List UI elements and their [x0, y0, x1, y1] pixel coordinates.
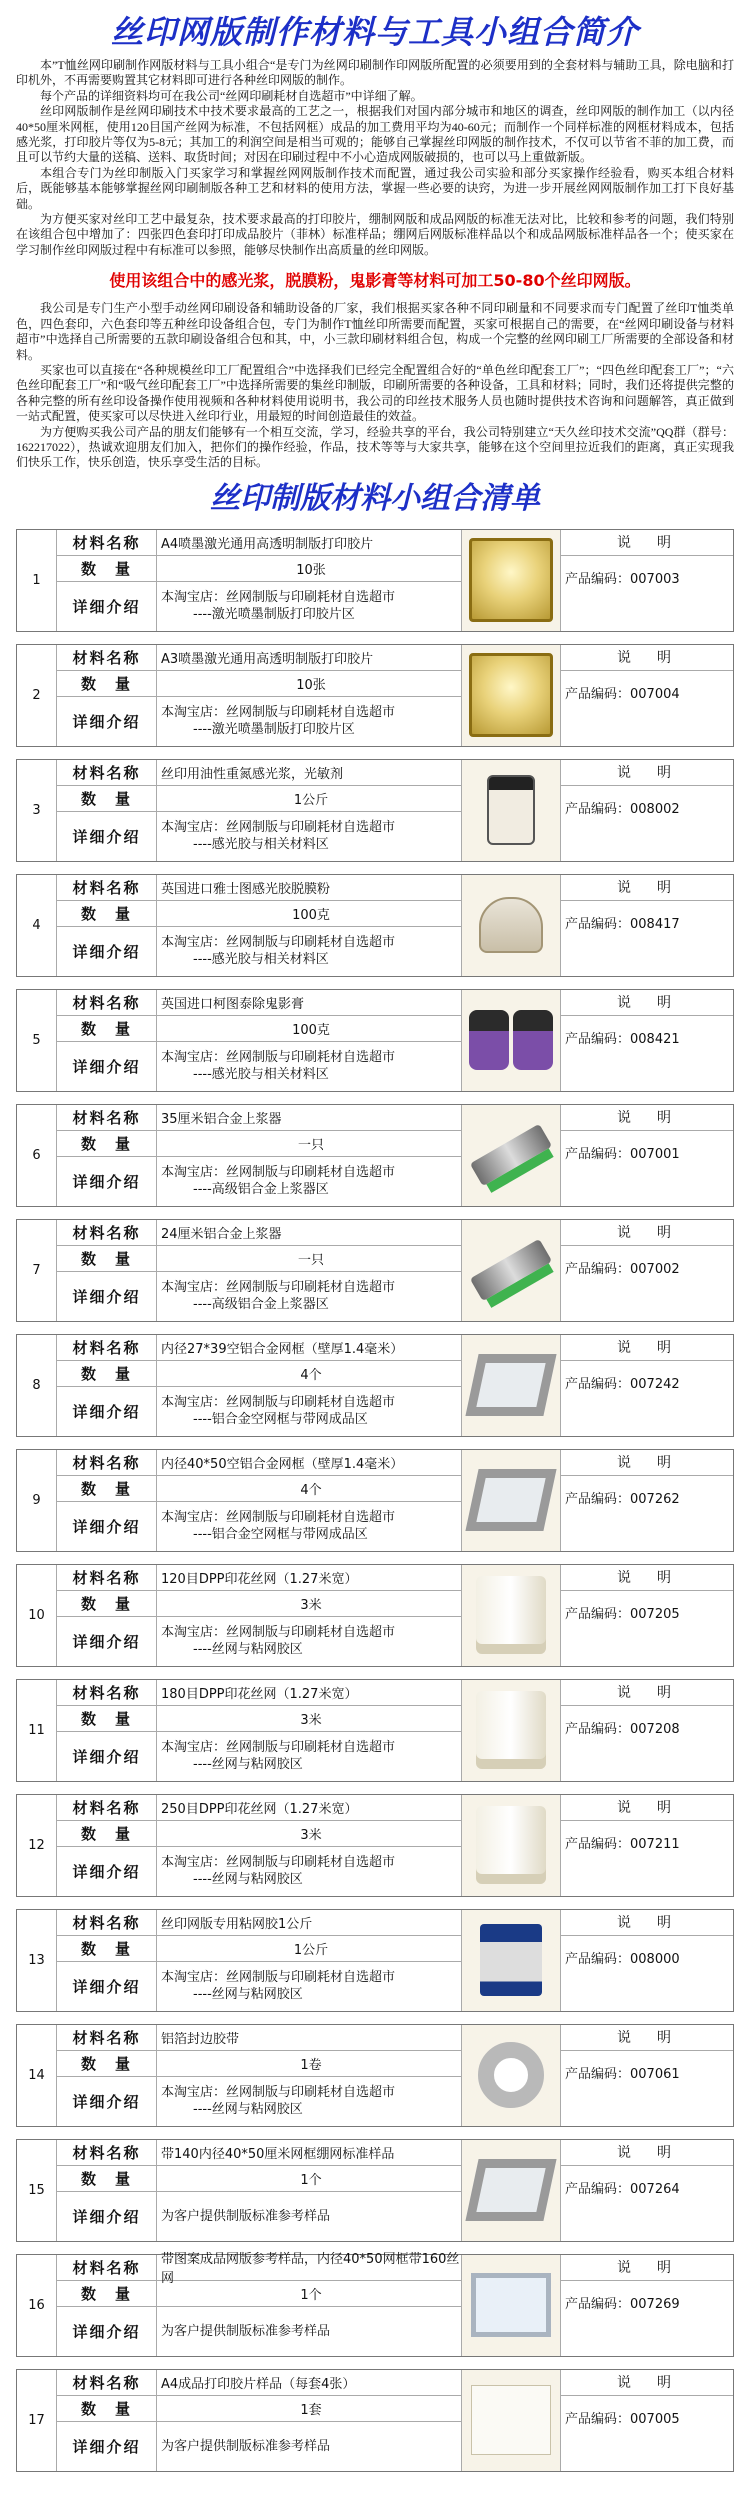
item-qty: 10张 — [296, 677, 326, 693]
item-number: 11 — [17, 1680, 57, 1781]
item-number: 5 — [17, 990, 57, 1091]
desc-header: 说 明 — [561, 1565, 733, 1591]
mesh-roll-icon — [476, 1576, 546, 1654]
item-table — [57, 530, 461, 631]
list-item — [16, 1909, 734, 2012]
item-name: 内径40*50空铝合金网框（壁厚1.4毫米） — [161, 1456, 404, 1472]
desc-header: 说 明 — [561, 2370, 733, 2396]
item-desc — [561, 2025, 733, 2126]
qty-label: 数 量 — [57, 1131, 157, 1156]
intro-paragraph: 本”T恤丝网印刷制作网版材料与工具小组合“是专门为丝网印刷制作印网版所配置的必须要用到的全套材料与辅助工具，除电脑和打印机外，不再需要购置其它材料即可进行各种丝印网版的制作。 — [16, 58, 734, 88]
print-sample-icon — [471, 2385, 551, 2455]
item-table — [57, 2252, 461, 2356]
desc-header: 说 明 — [561, 2255, 733, 2281]
item-table — [57, 2140, 461, 2241]
detail-line-2: ----感光胶与相关材料区 — [193, 837, 329, 853]
film-icon — [469, 653, 553, 737]
item-name: A4成品打印胶片样品（每套4张） — [161, 2376, 356, 2392]
intro-paragraph: 为方便买家对丝印工艺中最复杂，技术要求最高的打印胶片，绷制网版和成品网版的标准无法对比，比较和参考的问题，我们特别在该组合包中增加了：四张四色套印打印成品胶片（菲林）标准样品；绷网后网版标准样品以个和成品网版标准样品各一个；使买家在学习制作丝印网版过程中有标准可以参照，能够尽快制作出高质量的丝印网版。 — [16, 212, 734, 257]
list-item — [16, 1794, 734, 1897]
list-item — [16, 1219, 734, 1322]
product-image — [461, 1335, 561, 1436]
name-label: 材料名称 — [57, 2025, 157, 2050]
item-desc — [561, 760, 733, 861]
item-desc — [561, 990, 733, 1091]
item-name: 250目DPP印花丝网（1.27米宽） — [161, 1801, 358, 1817]
list-item — [16, 2024, 734, 2127]
item-name: 铝箔封边胶带 — [161, 2031, 240, 2047]
detail-line-1: 为客户提供制版标准参考样品 — [161, 2438, 331, 2454]
item-number: 17 — [17, 2370, 57, 2471]
desc-header: 说 明 — [561, 2025, 733, 2051]
product-image — [461, 1565, 561, 1666]
product-code: 产品编码：007005 — [565, 2411, 680, 2427]
item-table — [57, 2370, 461, 2471]
item-table — [57, 1220, 461, 1321]
item-qty: 1个 — [300, 2172, 322, 2188]
item-detail — [157, 1387, 461, 1436]
product-code: 产品编码：008421 — [565, 1031, 680, 1047]
detail-line-2: ----铝合金空网框与带网成品区 — [193, 1412, 368, 1428]
qty-label: 数 量 — [57, 2051, 157, 2076]
intro-paragraph: 每个产品的详细资料均可在我公司“丝网印刷耗材自选超市”中详细了解。 — [40, 88, 423, 103]
item-name: 带140内径40*50厘米网框绷网标准样品 — [161, 2146, 395, 2162]
qty-label: 数 量 — [57, 1246, 157, 1271]
red-notice: 使用该组合中的感光浆，脱膜粉，鬼影膏等材料可加工50-80个丝印网版。 — [109, 271, 641, 291]
detail-line-1: 本淘宝店：丝网制版与印刷耗材自选超市 — [161, 2085, 396, 2101]
list-title: 丝印制版材料小组合清单 — [210, 480, 540, 516]
detail-label: 详细介绍 — [57, 1387, 157, 1436]
product-code: 产品编码：007211 — [565, 1836, 680, 1852]
desc-header: 说 明 — [561, 645, 733, 671]
company-paragraph: 我公司是专门生产小型手动丝网印刷设备和辅助设备的厂家，我们根据买家各种不同印刷量和不同要求而专门配置了丝印T恤类单色，四色套印，六色套印等五种丝印设备组合包，专门为制作T恤丝印所需要而配置，买家可根据自己的需要，在“丝网印刷设备与材料超市”中选择自己所需要的五款印刷设备组合包和其，中，小三款印刷材料组合包，构成一个完整的丝网印刷工厂所需要的全部设备和材料。 — [16, 301, 734, 362]
item-detail — [157, 697, 461, 746]
item-desc — [561, 1450, 733, 1551]
name-label: 材料名称 — [57, 1220, 157, 1245]
desc-header: 说 明 — [561, 990, 733, 1016]
item-desc — [561, 1105, 733, 1206]
product-image — [461, 990, 561, 1091]
item-detail — [157, 1617, 461, 1666]
detail-label: 详细介绍 — [57, 1847, 157, 1896]
company-section — [16, 301, 734, 470]
product-image — [461, 1220, 561, 1321]
item-table — [57, 1565, 461, 1666]
detail-label: 详细介绍 — [57, 1962, 157, 2011]
item-table — [57, 760, 461, 861]
item-detail — [157, 812, 461, 861]
product-image — [461, 2255, 561, 2356]
detail-line-2: ----感光胶与相关材料区 — [193, 952, 329, 968]
detail-line-1: 为客户提供制版标准参考样品 — [161, 2208, 331, 2224]
company-paragraph: 买家也可以直接在“各种规模丝印工厂配置组合”中选择我们已经完全配置组合好的“单色丝印配套工厂”；“四色丝印配套工厂”；“六色丝印配套工厂”和“吸气丝印配套工厂”中选择所需要的集丝印制版，印刷所需要的各种设备，工具和材料；同时，我们还将提供完整的各种完整的所有丝印设备操作使用视频和各种材料使用说明书，我公司的印丝技术服务人员也随时提供技术咨询和问题解答，真正做到一站式配置，使买家可以尽快进入丝印行业，用最短的时间创造最佳的效益。 — [16, 362, 734, 424]
item-name: 英国进口雅士图感光胶脱膜粉 — [161, 881, 331, 897]
detail-line-1: 本淘宝店：丝网制版与印刷耗材自选超市 — [161, 935, 396, 951]
detail-line-1: 本淘宝店：丝网制版与印刷耗材自选超市 — [161, 1050, 396, 1066]
product-image — [461, 1680, 561, 1781]
name-label: 材料名称 — [57, 1910, 157, 1935]
detail-line-1: 本淘宝店：丝网制版与印刷耗材自选超市 — [161, 1970, 396, 1986]
desc-header: 说 明 — [561, 875, 733, 901]
product-image — [461, 645, 561, 746]
item-desc — [561, 2255, 733, 2356]
item-qty: 1卷 — [300, 2057, 322, 2073]
paste-jars-icon — [469, 1010, 553, 1070]
product-code: 产品编码：007004 — [565, 686, 680, 702]
glue-tin-icon — [480, 1924, 542, 1996]
product-image — [461, 1795, 561, 1896]
item-detail — [157, 2307, 461, 2356]
item-name: A3喷墨激光通用高透明制版打印胶片 — [161, 651, 374, 667]
item-table — [57, 1795, 461, 1896]
item-name: 内径27*39空铝合金网框（壁厚1.4毫米） — [161, 1341, 404, 1357]
detail-label: 详细介绍 — [57, 2307, 157, 2356]
item-qty: 一只 — [297, 1252, 324, 1268]
item-detail — [157, 582, 461, 631]
powder-jar-icon — [479, 897, 543, 953]
detail-line-2: ----丝网与粘网胶区 — [193, 1987, 303, 2003]
item-number: 3 — [17, 760, 57, 861]
qty-label: 数 量 — [57, 2166, 157, 2191]
item-qty: 100克 — [292, 1022, 330, 1038]
detail-label: 详细介绍 — [57, 1502, 157, 1551]
item-desc — [561, 1220, 733, 1321]
desc-header: 说 明 — [561, 1680, 733, 1706]
detail-line-1: 本淘宝店：丝网制版与印刷耗材自选超市 — [161, 1740, 396, 1756]
product-code: 产品编码：008002 — [565, 801, 680, 817]
name-label: 材料名称 — [57, 1105, 157, 1130]
company-paragraph: 为方便购买我公司产品的朋友们能够有一个相互交流，学习，经验共享的平台，我公司特别建立“天久丝印技术交流”QQ群（群号：162217022），热诚欢迎朋友们加入，把你们的操作经验，作品，技术等等与大家共享，能够在这个空间里拉近我们的距离，真正实现我们快乐工作，快乐创造，快乐享受生活的目标。 — [16, 424, 734, 470]
name-label: 材料名称 — [57, 1795, 157, 1820]
detail-label: 详细介绍 — [57, 2192, 157, 2241]
desc-header: 说 明 — [561, 1105, 733, 1131]
detail-label: 详细介绍 — [57, 1617, 157, 1666]
item-desc — [561, 1680, 733, 1781]
item-qty: 4个 — [300, 1482, 322, 1498]
list-item — [16, 2369, 734, 2472]
name-label: 材料名称 — [57, 530, 157, 555]
detail-label: 详细介绍 — [57, 1157, 157, 1206]
item-number: 15 — [17, 2140, 57, 2241]
name-label: 材料名称 — [57, 760, 157, 785]
product-code: 产品编码：007003 — [565, 571, 680, 587]
name-label: 材料名称 — [57, 1335, 157, 1360]
item-desc — [561, 2140, 733, 2241]
detail-label: 详细介绍 — [57, 1732, 157, 1781]
name-label: 材料名称 — [57, 2140, 157, 2165]
list-item — [16, 644, 734, 747]
item-name: 带图案成品网版参考样品，内径40*50网框带160丝网 — [161, 2252, 460, 2287]
detail-line-2: ----激光喷墨制版打印胶片区 — [193, 607, 355, 623]
detail-label: 详细介绍 — [57, 1042, 157, 1091]
item-number: 16 — [17, 2255, 57, 2356]
desc-header: 说 明 — [561, 1910, 733, 1936]
item-table — [57, 2025, 461, 2126]
product-code: 产品编码：007061 — [565, 2066, 680, 2082]
item-number: 12 — [17, 1795, 57, 1896]
detail-label: 详细介绍 — [57, 927, 157, 976]
product-code: 产品编码：007242 — [565, 1376, 680, 1392]
name-label: 材料名称 — [57, 1450, 157, 1475]
list-item — [16, 759, 734, 862]
item-name: 英国进口柯图泰除鬼影膏 — [161, 996, 305, 1012]
detail-line-1: 本淘宝店：丝网制版与印刷耗材自选超市 — [161, 1625, 396, 1641]
product-image — [461, 2370, 561, 2471]
item-desc — [561, 530, 733, 631]
film-icon — [469, 538, 553, 622]
mesh-roll-icon — [476, 1691, 546, 1769]
list-item — [16, 989, 734, 1092]
item-detail — [157, 1732, 461, 1781]
item-detail — [157, 2422, 461, 2471]
product-image — [461, 2025, 561, 2126]
item-name: 24厘米铝合金上浆器 — [161, 1226, 282, 1242]
detail-line-1: 本淘宝店：丝网制版与印刷耗材自选超市 — [161, 1280, 396, 1296]
qty-label: 数 量 — [57, 1936, 157, 1961]
item-desc — [561, 875, 733, 976]
qty-label: 数 量 — [57, 1476, 157, 1501]
item-desc — [561, 2370, 733, 2471]
item-number: 6 — [17, 1105, 57, 1206]
item-detail — [157, 1962, 461, 2011]
coater-icon — [470, 1239, 552, 1302]
product-image — [461, 530, 561, 631]
product-code: 产品编码：007208 — [565, 1721, 680, 1737]
desc-header: 说 明 — [561, 1450, 733, 1476]
detail-label: 详细介绍 — [57, 1272, 157, 1321]
detail-line-1: 为客户提供制版标准参考样品 — [161, 2323, 331, 2339]
detail-label: 详细介绍 — [57, 2077, 157, 2126]
item-name: A4喷墨激光通用高透明制版打印胶片 — [161, 536, 374, 552]
item-number: 9 — [17, 1450, 57, 1551]
item-detail — [157, 2192, 461, 2241]
name-label: 材料名称 — [57, 2255, 157, 2280]
item-name: 丝印网版专用粘网胶1公斤 — [161, 1916, 313, 1932]
item-table — [57, 875, 461, 976]
item-number: 10 — [17, 1565, 57, 1666]
item-table — [57, 1105, 461, 1206]
desc-header: 说 明 — [561, 760, 733, 786]
detail-line-2: ----激光喷墨制版打印胶片区 — [193, 722, 355, 738]
product-code: 产品编码：007264 — [565, 2181, 680, 2197]
qty-label: 数 量 — [57, 1016, 157, 1041]
item-name: 丝印用油性重氮感光浆，光敏剂 — [161, 766, 344, 782]
qty-label: 数 量 — [57, 1361, 157, 1386]
item-name: 120目DPP印花丝网（1.27米宽） — [161, 1571, 358, 1587]
detail-label: 详细介绍 — [57, 582, 157, 631]
item-qty: 3米 — [300, 1712, 322, 1728]
product-code: 产品编码：008417 — [565, 916, 680, 932]
frame-icon — [465, 1469, 556, 1531]
name-label: 材料名称 — [57, 2370, 157, 2395]
desc-header: 说 明 — [561, 1795, 733, 1821]
qty-label: 数 量 — [57, 1706, 157, 1731]
item-table — [57, 1680, 461, 1781]
product-image — [461, 1105, 561, 1206]
qty-label: 数 量 — [57, 2281, 157, 2306]
desc-header: 说 明 — [561, 1335, 733, 1361]
item-name: 35厘米铝合金上浆器 — [161, 1111, 282, 1127]
list-item — [16, 2139, 734, 2242]
product-image — [461, 760, 561, 861]
detail-line-1: 本淘宝店：丝网制版与印刷耗材自选超市 — [161, 1165, 396, 1181]
emulsion-jar-icon — [487, 775, 535, 845]
detail-line-2: ----铝合金空网框与带网成品区 — [193, 1527, 368, 1543]
item-desc — [561, 1565, 733, 1666]
item-qty: 1个 — [300, 2287, 322, 2303]
item-qty: 4个 — [300, 1367, 322, 1383]
item-detail — [157, 1502, 461, 1551]
list-item — [16, 2254, 734, 2357]
item-detail — [157, 927, 461, 976]
item-qty: 一只 — [297, 1137, 324, 1153]
item-qty: 3米 — [300, 1827, 322, 1843]
product-code: 产品编码：007002 — [565, 1261, 680, 1277]
item-table — [57, 1335, 461, 1436]
item-table — [57, 1450, 461, 1551]
item-number: 2 — [17, 645, 57, 746]
desc-header: 说 明 — [561, 530, 733, 556]
item-qty: 100克 — [292, 907, 330, 923]
item-detail — [157, 1847, 461, 1896]
item-table — [57, 990, 461, 1091]
list-item — [16, 529, 734, 632]
qty-label: 数 量 — [57, 2396, 157, 2421]
detail-line-2: ----丝网与粘网胶区 — [193, 1872, 303, 1888]
detail-label: 详细介绍 — [57, 812, 157, 861]
name-label: 材料名称 — [57, 990, 157, 1015]
item-table — [57, 645, 461, 746]
coater-icon — [470, 1124, 552, 1187]
item-number: 1 — [17, 530, 57, 631]
detail-line-2: ----丝网与粘网胶区 — [193, 1757, 303, 1773]
intro-paragraph: 丝印网版制作是丝网印刷技术中技术要求最高的工艺之一，根据我们对国内部分城市和地区的调查，丝印网版的制作加工（以内径40*50厘米网框，使用120目国产丝网为标准，不包括网框）成品的加工费用平均为40-60元；而制作一个同样标准的网框材料成本，包括感光浆，打印胶片等仅为5-8元；其加工的利润空间是相当可观的；能够自己掌握丝印网版的制作技术，不仅可以节省不菲的加工费，而且可以节约大量的送稿、送料、取货时间；对因在印刷过程中不小心造成网版破损的，也可以马上重做新版。 — [16, 104, 734, 165]
item-number: 4 — [17, 875, 57, 976]
detail-line-2: ----高级铝合金上浆器区 — [193, 1182, 329, 1198]
item-desc — [561, 1910, 733, 2011]
desc-header: 说 明 — [561, 1220, 733, 1246]
intro-paragraph: 本组合专门为丝印制版入门买家学习和掌握丝网网版制作技术而配置，通过我公司实验和部分买家操作经验看，购买本组合材料后，既能够基本能够掌握丝网印刷制版各种工艺和材料的使用方法，掌握一些必要的诀窍，为进一步开展丝网网版制作加工打下良好基础。 — [16, 165, 734, 211]
detail-label: 详细介绍 — [57, 2422, 157, 2471]
detail-line-1: 本淘宝店：丝网制版与印刷耗材自选超市 — [161, 820, 396, 836]
detail-line-1: 本淘宝店：丝网制版与印刷耗材自选超市 — [161, 590, 396, 606]
detail-line-1: 本淘宝店：丝网制版与印刷耗材自选超市 — [161, 1510, 396, 1526]
product-image — [461, 875, 561, 976]
item-detail — [157, 1157, 461, 1206]
item-name: 180目DPP印花丝网（1.27米宽） — [161, 1686, 358, 1702]
product-code: 产品编码：007205 — [565, 1606, 680, 1622]
item-detail — [157, 1272, 461, 1321]
item-number: 8 — [17, 1335, 57, 1436]
stencil-icon — [471, 2273, 551, 2337]
detail-line-1: 本淘宝店：丝网制版与印刷耗材自选超市 — [161, 1395, 396, 1411]
qty-label: 数 量 — [57, 901, 157, 926]
qty-label: 数 量 — [57, 1591, 157, 1616]
name-label: 材料名称 — [57, 645, 157, 670]
page-title: 丝印网版制作材料与工具小组合简介 — [110, 13, 639, 51]
mesh-roll-icon — [476, 1806, 546, 1884]
item-detail — [157, 2077, 461, 2126]
qty-label: 数 量 — [57, 1821, 157, 1846]
list-item — [16, 1104, 734, 1207]
name-label: 材料名称 — [57, 1680, 157, 1705]
detail-line-1: 本淘宝店：丝网制版与印刷耗材自选超市 — [161, 705, 396, 721]
item-table — [57, 1910, 461, 2011]
frame-icon — [465, 1354, 556, 1416]
tape-icon — [478, 2042, 544, 2108]
item-desc — [561, 1795, 733, 1896]
detail-line-2: ----高级铝合金上浆器区 — [193, 1297, 329, 1313]
product-code: 产品编码：007001 — [565, 1146, 680, 1162]
item-number: 13 — [17, 1910, 57, 2011]
product-code: 产品编码：008000 — [565, 1951, 680, 1967]
name-label: 材料名称 — [57, 875, 157, 900]
item-desc — [561, 645, 733, 746]
material-list — [16, 529, 734, 2472]
product-code: 产品编码：007269 — [565, 2296, 680, 2312]
item-qty: 10张 — [296, 562, 326, 578]
detail-line-2: ----丝网与粘网胶区 — [193, 2102, 303, 2118]
qty-label: 数 量 — [57, 556, 157, 581]
list-item — [16, 1679, 734, 1782]
item-detail — [157, 1042, 461, 1091]
list-item — [16, 1334, 734, 1437]
product-image — [461, 1450, 561, 1551]
frame-icon — [465, 2159, 556, 2221]
desc-header: 说 明 — [561, 2140, 733, 2166]
detail-line-1: 本淘宝店：丝网制版与印刷耗材自选超市 — [161, 1855, 396, 1871]
detail-line-2: ----感光胶与相关材料区 — [193, 1067, 329, 1083]
list-item — [16, 1564, 734, 1667]
qty-label: 数 量 — [57, 671, 157, 696]
intro-section — [16, 58, 734, 258]
item-qty: 1套 — [300, 2402, 322, 2418]
product-image — [461, 1910, 561, 2011]
product-image — [461, 2140, 561, 2241]
detail-line-2: ----丝网与粘网胶区 — [193, 1642, 303, 1658]
detail-label: 详细介绍 — [57, 697, 157, 746]
item-number: 7 — [17, 1220, 57, 1321]
item-qty: 1公斤 — [293, 1942, 329, 1958]
item-desc — [561, 1335, 733, 1436]
item-qty: 1公斤 — [293, 792, 329, 808]
name-label: 材料名称 — [57, 1565, 157, 1590]
qty-label: 数 量 — [57, 786, 157, 811]
item-number: 14 — [17, 2025, 57, 2126]
list-item — [16, 1449, 734, 1552]
item-qty: 3米 — [300, 1597, 322, 1613]
list-item — [16, 874, 734, 977]
product-code: 产品编码：007262 — [565, 1491, 680, 1507]
